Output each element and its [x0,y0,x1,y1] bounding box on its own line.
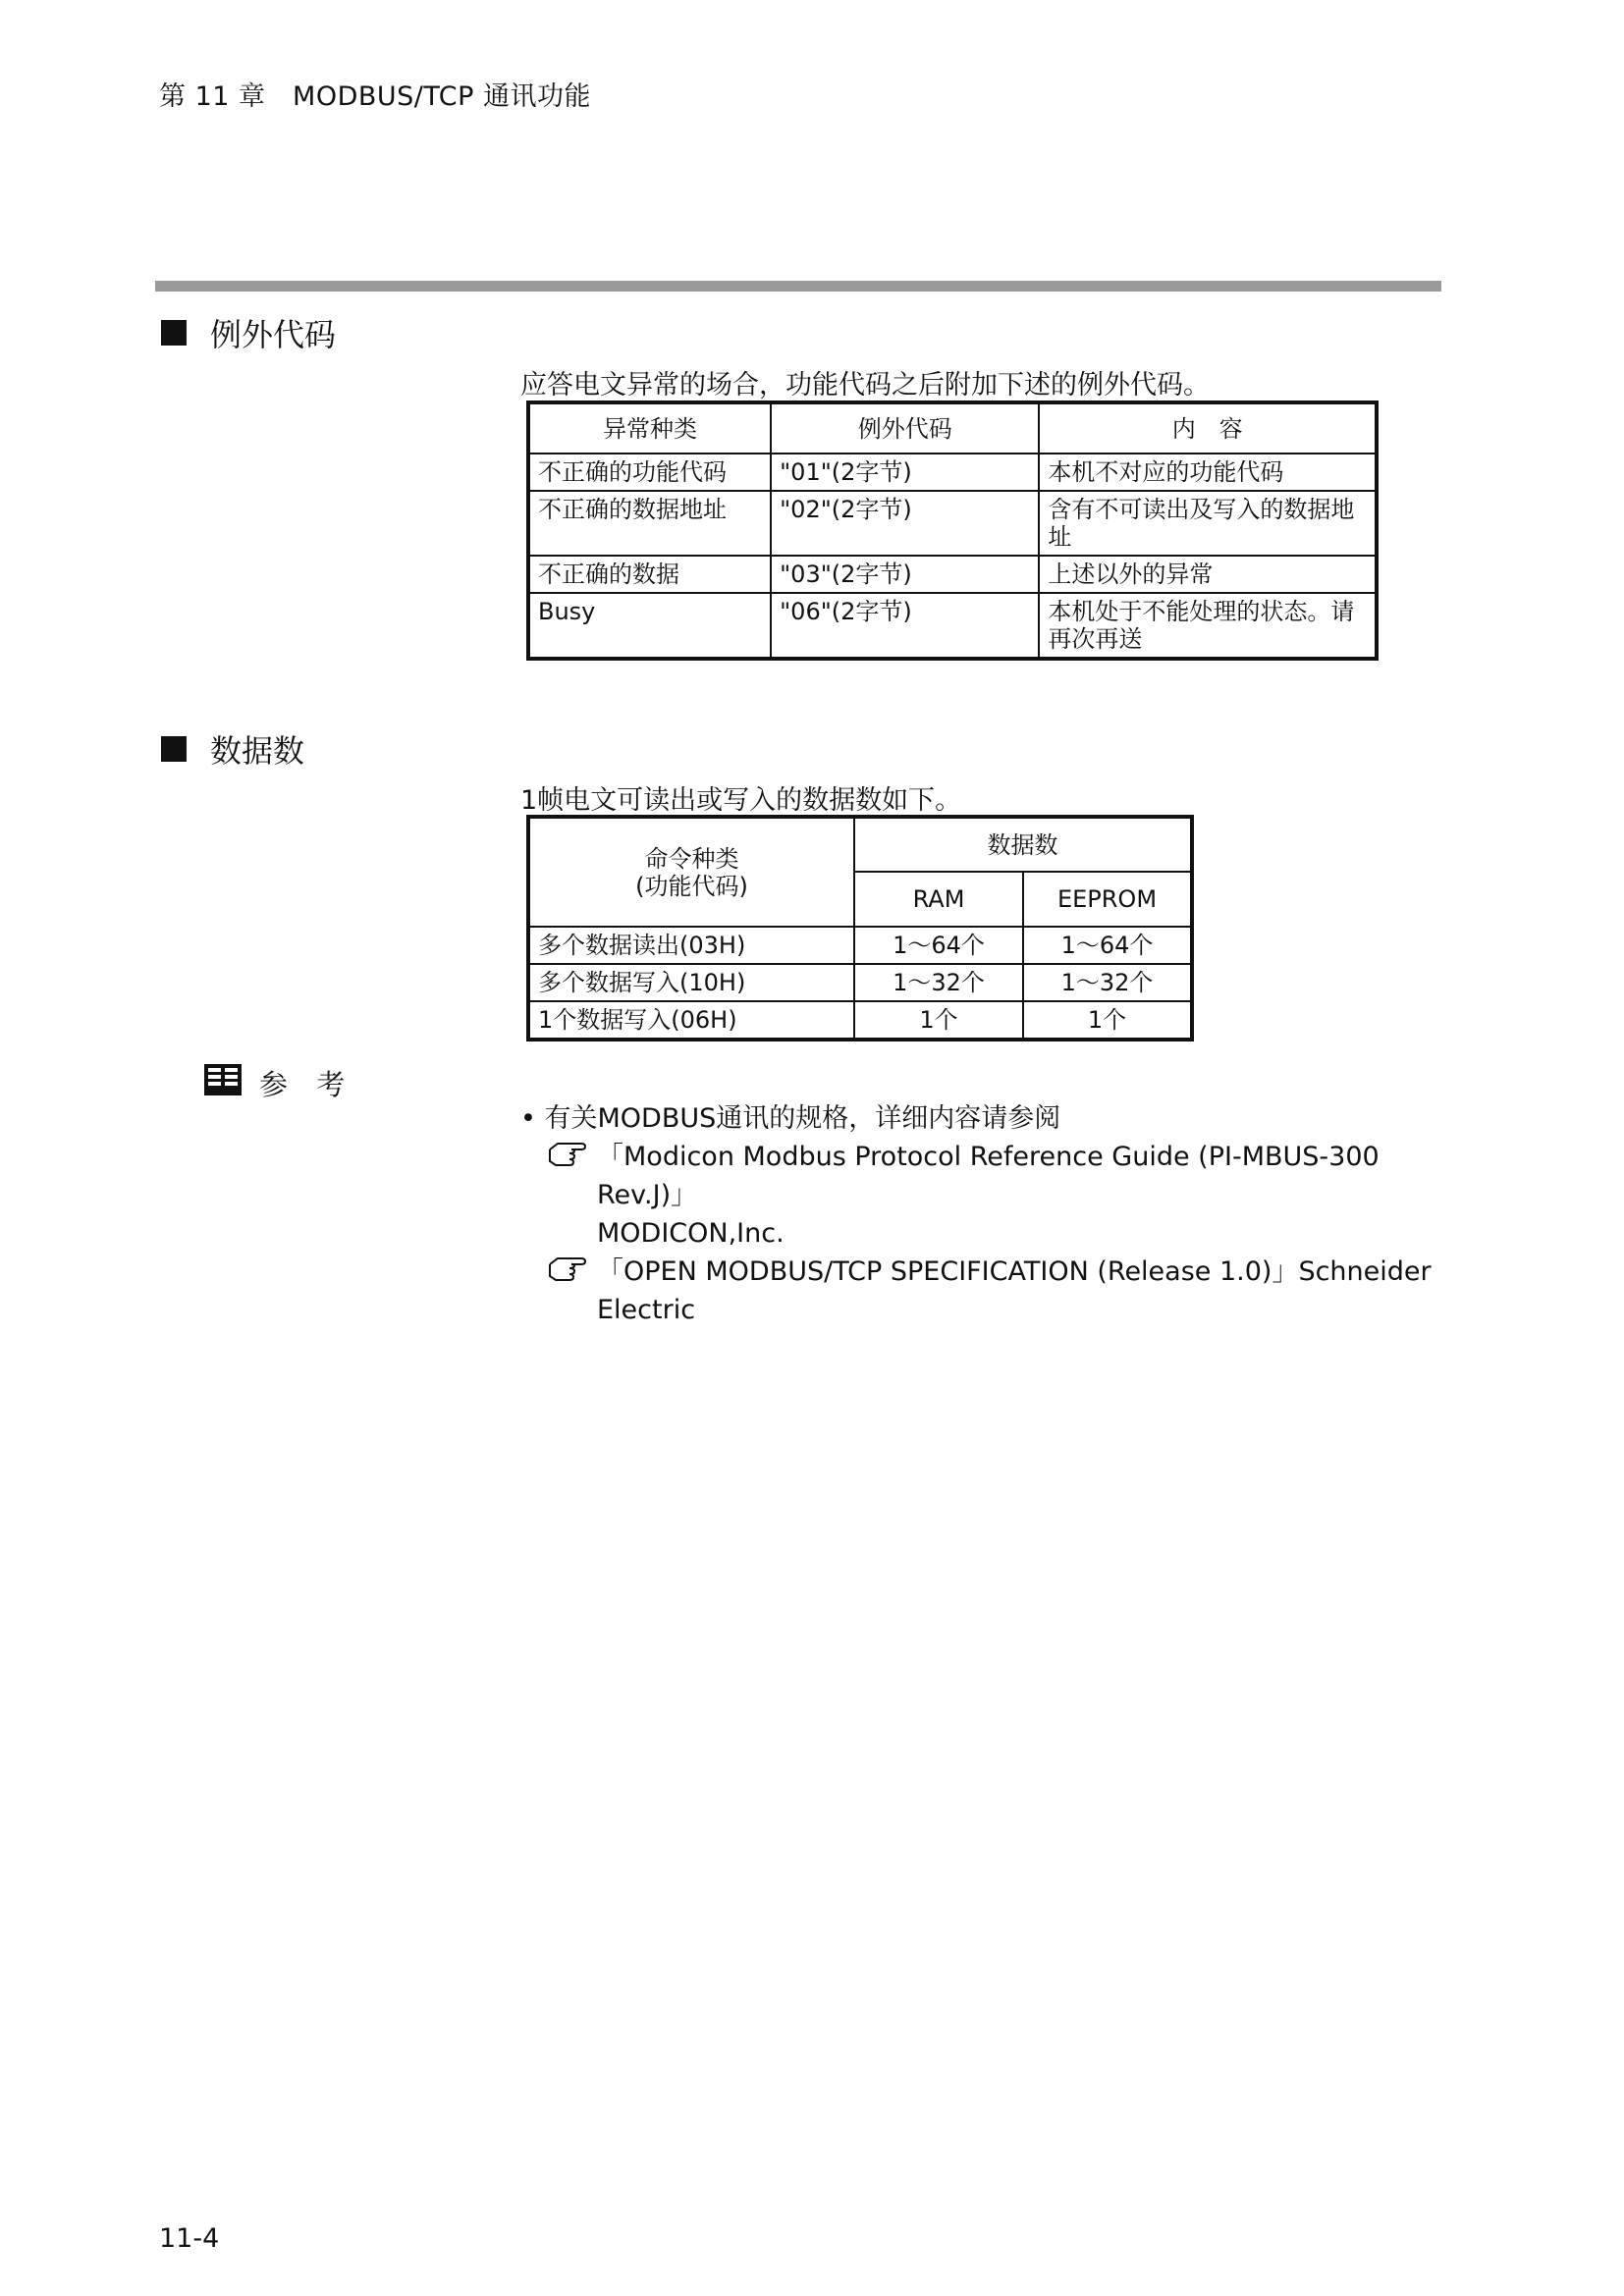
header-cell: 命令种类 [644,844,739,873]
table-cell: 上述以外的异常 [1039,556,1377,593]
table-header-row [528,817,1192,872]
header-cell: 数据数 [854,817,1192,872]
section-heading-exception [161,310,336,355]
header-cell: EEPROM [1023,872,1192,927]
table-row [528,593,1377,659]
table-cell: "06"(2字节) [771,593,1039,659]
section-title: 例外代码 [210,316,337,353]
table-cell: 含有不可读出及写入的数据地址 [1039,491,1377,556]
reference-heading [202,1062,354,1104]
reference-2-line-2: Electric [597,1295,696,1325]
table-cell: Busy [528,593,771,659]
section-heading-data-count [161,726,304,772]
table-cell: "01"(2字节) [771,454,1039,491]
reference-notes [520,1099,1443,1329]
reference-bullet: • 有关MODBUS通讯的规格，详细内容请参阅 [520,1103,1061,1134]
header-cell-sub: (功能代码) [635,872,748,900]
pointing-hand-icon [548,1138,593,1167]
reference-item [520,1138,1443,1214]
table-cell: 不正确的数据地址 [528,491,771,556]
table-cell: 本机处于不能处理的状态。请再次再送 [1039,593,1377,659]
table-row [528,964,1192,1001]
table-row [528,556,1377,593]
table-cell: 1～64个 [854,927,1023,964]
book-icon [202,1062,244,1104]
table-cell: 1个 [854,1001,1023,1040]
header-cell: 内 容 [1039,402,1377,454]
section-title: 数据数 [210,732,305,770]
header-rule [155,281,1441,292]
reference-item [520,1253,1443,1291]
table-cell: "02"(2字节) [771,491,1039,556]
reference-title: 参 考 [259,1068,355,1101]
square-bullet-icon [161,736,187,762]
table-row [528,454,1377,491]
pointing-hand-icon [548,1253,593,1282]
exception-intro: 应答电文异常的场合，功能代码之后附加下述的例外代码。 [520,370,1210,400]
reference-1-line-2: MODICON,Inc. [597,1218,785,1249]
table-row [528,1001,1192,1040]
reference-1-line-1: 「Modicon Modbus Protocol Reference Guide (PI-MBUS-300 Rev.J)」 [597,1142,1380,1210]
header-cell: 异常种类 [528,402,771,454]
header-cell: RAM [854,872,1023,927]
table-cell: 1～32个 [1023,964,1192,1001]
chapter-header: 第 11 章 MODBUS/TCP 通讯功能 [159,81,592,112]
exception-table [526,400,1379,661]
table-cell: 多个数据写入(10H) [528,964,854,1001]
table-header-row [528,402,1377,454]
table-row [528,927,1192,964]
table-cell: 1个 [1023,1001,1192,1040]
table-cell: 本机不对应的功能代码 [1039,454,1377,491]
square-bullet-icon [161,320,187,346]
data-count-intro: 1帧电文可读出或写入的数据数如下。 [520,785,962,816]
table-cell: 不正确的功能代码 [528,454,771,491]
data-count-table [526,815,1194,1041]
header-cell: 例外代码 [771,402,1039,454]
table-cell: 1个数据写入(06H) [528,1001,854,1040]
table-row [528,491,1377,556]
table-cell: 1～32个 [854,964,1023,1001]
table-cell: 多个数据读出(03H) [528,927,854,964]
reference-2-line-1: 「OPEN MODBUS/TCP SPECIFICATION (Release 1.0)」Schneider [597,1256,1432,1287]
table-cell: 1～64个 [1023,927,1192,964]
table-cell: 不正确的数据 [528,556,771,593]
page-number: 11-4 [159,2223,220,2254]
command-type-header [528,817,854,927]
table-cell: "03"(2字节) [771,556,1039,593]
